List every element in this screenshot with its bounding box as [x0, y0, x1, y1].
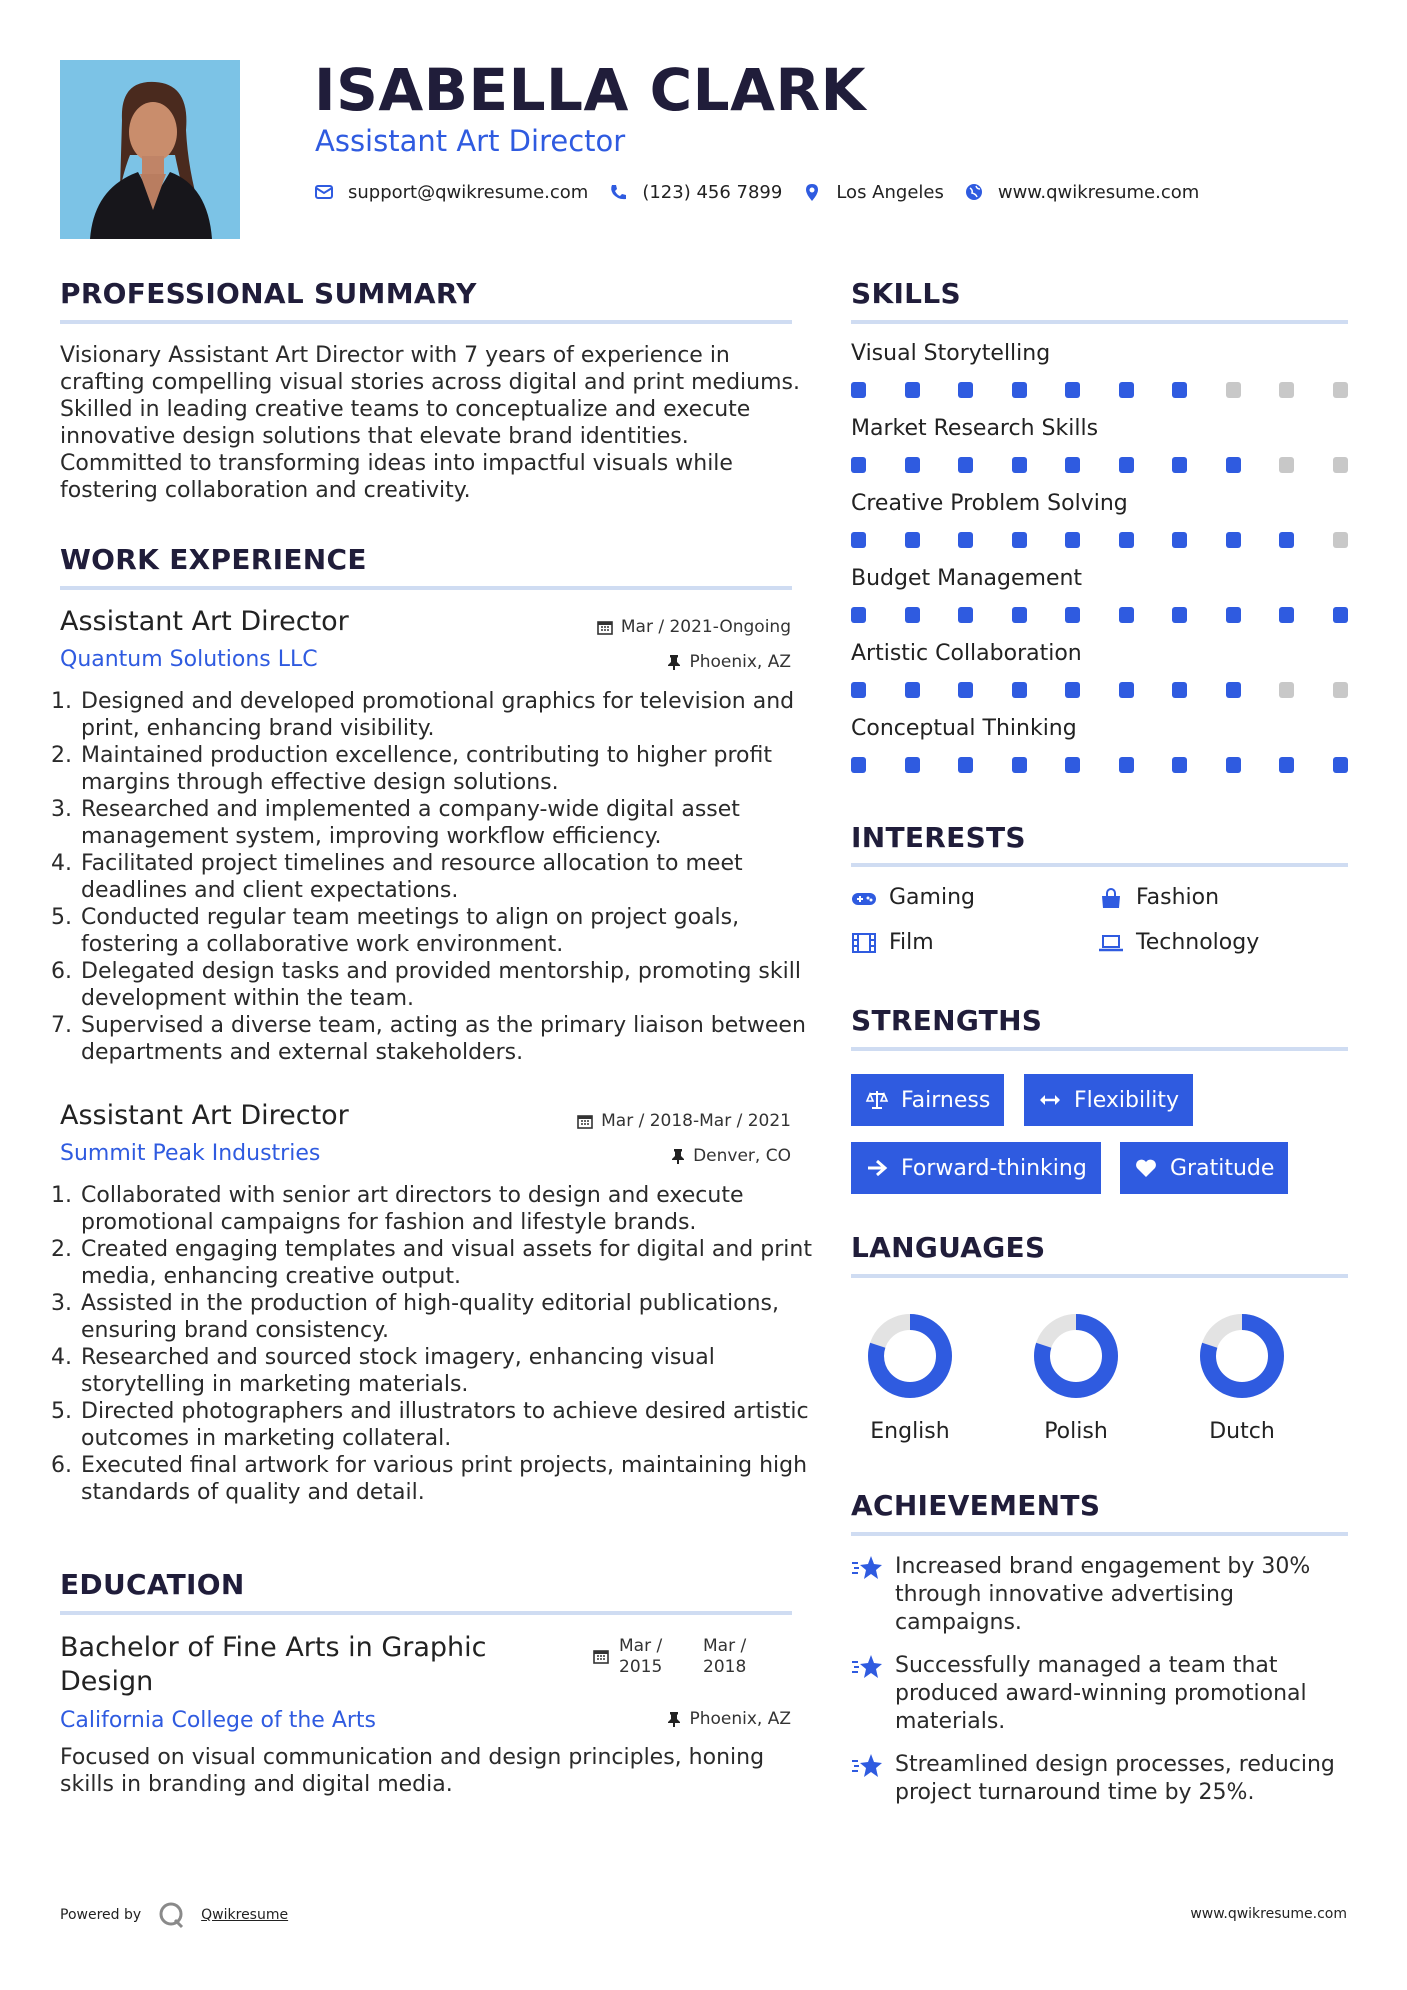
language-item [855, 1306, 965, 1446]
contact-location [802, 182, 944, 203]
skill-dot-filled [1012, 757, 1027, 773]
experience-heading: WORK EXPERIENCE [60, 543, 367, 576]
skill-dot-filled [1012, 682, 1027, 698]
skill-dot-empty [1333, 532, 1348, 548]
degree-title: Bachelor of Fine Arts in Graphic Design [60, 1632, 487, 1697]
footer-powered-by [60, 1900, 288, 1930]
website-text: www.qwikresume.com [997, 181, 1200, 203]
strength-tag [851, 1142, 1101, 1194]
skill-dot-filled [905, 457, 920, 473]
strength-label: Gratitude [1170, 1155, 1275, 1181]
job-dates-text: Mar / 2021-Ongoing [620, 617, 791, 637]
achievement-text: Increased brand engagement by 30% through innovative advertising campaigns. [895, 1554, 1311, 1635]
candidate-role: Assistant Art Director [315, 124, 626, 158]
star-award-icon [851, 1751, 883, 1781]
skill-dot-filled [1012, 607, 1027, 623]
skill-dot-filled [851, 607, 866, 623]
skill-dot-filled [905, 532, 920, 548]
skill-dot-empty [1279, 682, 1294, 698]
list-item: 3. Researched and implemented a company-wide digital asset management system, improving workflow efficiency. [79, 796, 814, 850]
summary-heading: PROFESSIONAL SUMMARY [60, 277, 477, 310]
strengths-divider [851, 1047, 1348, 1051]
skill-dot-filled [958, 382, 973, 398]
skill-name: Artistic Collaboration [851, 641, 1082, 666]
skill-dot-filled [1279, 607, 1294, 623]
job-title: Assistant Art Director [60, 1100, 349, 1131]
achievements-heading: ACHIEVEMENTS [851, 1489, 1101, 1522]
heart-icon [1134, 1156, 1158, 1180]
strength-tag [1120, 1142, 1288, 1194]
language-item [1187, 1306, 1297, 1446]
list-item: 6. Executed final artwork for various print projects, maintaining high standards of quality and detail. [79, 1452, 814, 1506]
envelope-icon [314, 182, 334, 202]
contact-bar [314, 178, 1219, 206]
skill-rating [851, 757, 1348, 773]
skill-name: Creative Problem Solving [851, 491, 1128, 516]
skill-dot-filled [958, 757, 973, 773]
interest-item [851, 884, 975, 912]
interest-item [1098, 929, 1259, 957]
skill-dot-filled [1119, 757, 1134, 773]
contact-phone[interactable] [608, 182, 782, 203]
skill-dot-filled [905, 757, 920, 773]
achievement-item [851, 1652, 1351, 1736]
language-donut [1026, 1306, 1126, 1406]
education-divider [60, 1611, 792, 1615]
map-pin-icon [802, 182, 822, 202]
calendar-icon [577, 1113, 593, 1129]
job-bullets [60, 1182, 814, 1506]
job-title: Assistant Art Director [60, 606, 349, 637]
company-name[interactable]: Quantum Solutions LLC [60, 647, 318, 672]
skill-dot-filled [851, 382, 866, 398]
skill-dot-filled [1226, 682, 1241, 698]
skill-dot-filled [1279, 532, 1294, 548]
strengths-heading: STRENGTHS [851, 1004, 1043, 1037]
skill-dot-filled [1172, 532, 1187, 548]
globe-icon [964, 182, 984, 202]
skill-dot-filled [1172, 682, 1187, 698]
interest-label: Film [889, 930, 934, 955]
skill-rating [851, 532, 1348, 548]
skills-heading: SKILLS [851, 277, 961, 310]
gamepad-icon [851, 887, 877, 909]
job-location [667, 651, 791, 673]
language-name: Polish [1044, 1419, 1108, 1444]
experience-divider [60, 586, 792, 590]
profile-photo [60, 60, 240, 239]
interest-item [1098, 884, 1219, 912]
education-heading: EDUCATION [60, 1568, 245, 1601]
strength-label: Flexibility [1074, 1087, 1179, 1113]
skill-dot-filled [1119, 607, 1134, 623]
skill-dot-filled [1065, 532, 1080, 548]
email-text: support@qwikresume.com [348, 181, 589, 203]
skill-dot-empty [1333, 457, 1348, 473]
phone-text: (123) 456 7899 [642, 181, 783, 203]
skill-dot-filled [1226, 607, 1241, 623]
list-item: 4. Researched and sourced stock imagery, enhancing visual storytelling in marketing materials. [79, 1344, 814, 1398]
skill-dot-filled [1012, 382, 1027, 398]
education-start-month: Mar / [619, 1636, 663, 1656]
skill-rating [851, 682, 1348, 698]
arrows-horizontal-icon [1038, 1088, 1062, 1112]
skill-dot-filled [1119, 457, 1134, 473]
skill-name: Conceptual Thinking [851, 716, 1077, 741]
skill-dot-filled [1012, 532, 1027, 548]
skill-dot-empty [1279, 457, 1294, 473]
job-bullets [60, 688, 814, 1066]
skill-dot-filled [1172, 757, 1187, 773]
strength-tag [851, 1074, 1004, 1126]
education-end-month: Mar / [703, 1636, 747, 1656]
list-item: 5. Directed photographers and illustrators to achieve desired artistic outcomes in marketing collateral. [79, 1398, 814, 1452]
skill-dot-filled [1065, 607, 1080, 623]
skill-dot-filled [958, 682, 973, 698]
skill-dot-filled [1333, 607, 1348, 623]
shopping-bag-icon [1098, 887, 1124, 909]
pushpin-icon [667, 1711, 681, 1727]
language-donut [860, 1306, 960, 1406]
job-location-text: Phoenix, AZ [689, 652, 791, 672]
list-item: 4. Facilitated project timelines and resource allocation to meet deadlines and client expectations. [79, 850, 814, 904]
skill-dot-filled [1226, 457, 1241, 473]
skill-dot-filled [1172, 457, 1187, 473]
list-item: 1. Designed and developed promotional graphics for television and print, enhancing brand visibility. [79, 688, 814, 742]
calendar-icon [597, 619, 613, 635]
candidate-name: ISABELLA CLARK [314, 56, 867, 124]
pushpin-icon [671, 1148, 685, 1164]
powered-by-text: Powered by [60, 1907, 142, 1923]
interests-divider [851, 863, 1348, 867]
skill-dot-empty [1333, 382, 1348, 398]
education-location [667, 1708, 791, 1730]
list-item: 6. Delegated design tasks and provided mentorship, promoting skill development within the team. [79, 958, 814, 1012]
skill-dot-filled [851, 682, 866, 698]
summary-divider [60, 320, 792, 324]
skill-dot-filled [958, 457, 973, 473]
education-location-text: Phoenix, AZ [689, 1709, 791, 1729]
skills-divider [851, 320, 1348, 324]
skill-dot-filled [851, 532, 866, 548]
language-donut [1192, 1306, 1292, 1406]
achievement-item [851, 1553, 1351, 1637]
skill-name: Visual Storytelling [851, 341, 1051, 366]
strength-label: Forward-thinking [901, 1155, 1087, 1181]
skill-dot-filled [1065, 457, 1080, 473]
skill-dot-filled [905, 607, 920, 623]
footer-website[interactable]: www.qwikresume.com [1190, 1906, 1347, 1922]
education-start-year: 2015 [619, 1657, 663, 1677]
list-item: 2. Created engaging templates and visual assets for digital and print media, enhancing creative output. [79, 1236, 814, 1290]
skill-dot-empty [1333, 682, 1348, 698]
skill-dot-filled [1226, 532, 1241, 548]
skill-dot-filled [1119, 382, 1134, 398]
pushpin-icon [667, 654, 681, 670]
languages-divider [851, 1274, 1348, 1278]
achievement-item [851, 1751, 1351, 1807]
language-item [1021, 1306, 1131, 1446]
list-item: 5. Conducted regular team meetings to align on project goals, fostering a collaborative work environment. [79, 904, 814, 958]
skill-dot-filled [1119, 532, 1134, 548]
company-name[interactable]: Summit Peak Industries [60, 1141, 321, 1166]
job-location-text: Denver, CO [693, 1146, 791, 1166]
list-item: 7. Supervised a diverse team, acting as the primary liaison between departments and external stakeholders. [79, 1012, 814, 1066]
strength-tag [1024, 1074, 1193, 1126]
languages-heading: LANGUAGES [851, 1231, 1046, 1264]
skill-rating [851, 382, 1348, 398]
skill-dot-filled [1226, 757, 1241, 773]
interest-label: Fashion [1136, 885, 1220, 910]
skill-dot-filled [851, 457, 866, 473]
summary-text: Visionary Assistant Art Director with 7 years of experience in crafting compelling visual stories across digital and print mediums. Skilled in leading creative teams to conceptualize and execute innovative design solutions that elevate brand identities. Committed to transforming ideas into impactful visuals while fostering collaboration and creativity. [60, 343, 800, 503]
interest-label: Technology [1136, 930, 1260, 955]
skill-rating [851, 607, 1348, 623]
strength-label: Fairness [901, 1087, 991, 1113]
language-name: Dutch [1209, 1419, 1275, 1444]
qwikresume-logo-icon [157, 1900, 187, 1930]
list-item: 2. Maintained production excellence, contributing to higher profit margins through effective design solutions. [79, 742, 814, 796]
education-dates [593, 1636, 746, 1678]
skill-name: Market Research Skills [851, 416, 1099, 441]
interest-item [851, 929, 934, 957]
interest-label: Gaming [889, 885, 975, 910]
education-end [703, 1636, 746, 1678]
skill-rating [851, 457, 1348, 473]
list-item: 1. Collaborated with senior art directors to design and execute promotional campaigns for fashion and lifestyle brands. [79, 1182, 814, 1236]
language-name: English [870, 1419, 950, 1444]
skill-dot-filled [958, 607, 973, 623]
film-icon [851, 932, 877, 954]
achievement-text: Streamlined design processes, reducing project turnaround time by 25%. [895, 1752, 1335, 1805]
star-award-icon [851, 1652, 883, 1682]
star-award-icon [851, 1553, 883, 1583]
school-name[interactable]: California College of the Arts [60, 1708, 377, 1733]
job-location [671, 1145, 791, 1167]
skill-dot-empty [1226, 382, 1241, 398]
skill-dot-filled [1172, 382, 1187, 398]
job-dates [577, 1110, 791, 1132]
education-end-year: 2018 [703, 1657, 747, 1677]
laptop-icon [1098, 932, 1124, 954]
balance-scale-icon [865, 1088, 889, 1112]
job-dates [597, 616, 791, 638]
skill-dot-filled [1279, 757, 1294, 773]
interests-heading: INTERESTS [851, 821, 1026, 854]
skill-dot-filled [958, 532, 973, 548]
skill-dot-filled [905, 382, 920, 398]
skill-dot-filled [851, 757, 866, 773]
qwikresume-link[interactable]: Qwikresume [201, 1907, 289, 1923]
skill-dot-filled [1065, 382, 1080, 398]
location-text: Los Angeles [836, 181, 944, 203]
phone-icon [608, 182, 628, 202]
skill-dot-filled [1012, 457, 1027, 473]
achievements-divider [851, 1532, 1348, 1536]
calendar-icon [593, 1648, 609, 1664]
skill-dot-filled [1119, 682, 1134, 698]
skill-dot-filled [905, 682, 920, 698]
skill-dot-filled [1172, 607, 1187, 623]
skill-dot-filled [1333, 757, 1348, 773]
skill-dot-filled [1065, 757, 1080, 773]
skill-dot-filled [1065, 682, 1080, 698]
contact-website[interactable] [964, 182, 1199, 203]
contact-email[interactable] [314, 182, 588, 203]
education-start [619, 1636, 689, 1678]
achievement-text: Successfully managed a team that produced award-winning promotional materials. [895, 1653, 1307, 1734]
arrow-right-icon [865, 1156, 889, 1180]
education-description: Focused on visual communication and design principles, honing skills in branding and digital media. [60, 1745, 765, 1797]
list-item: 3. Assisted in the production of high-quality editorial publications, ensuring brand consistency. [79, 1290, 814, 1344]
skill-dot-empty [1279, 382, 1294, 398]
job-dates-text: Mar / 2018-Mar / 2021 [601, 1111, 791, 1131]
skill-name: Budget Management [851, 566, 1083, 591]
